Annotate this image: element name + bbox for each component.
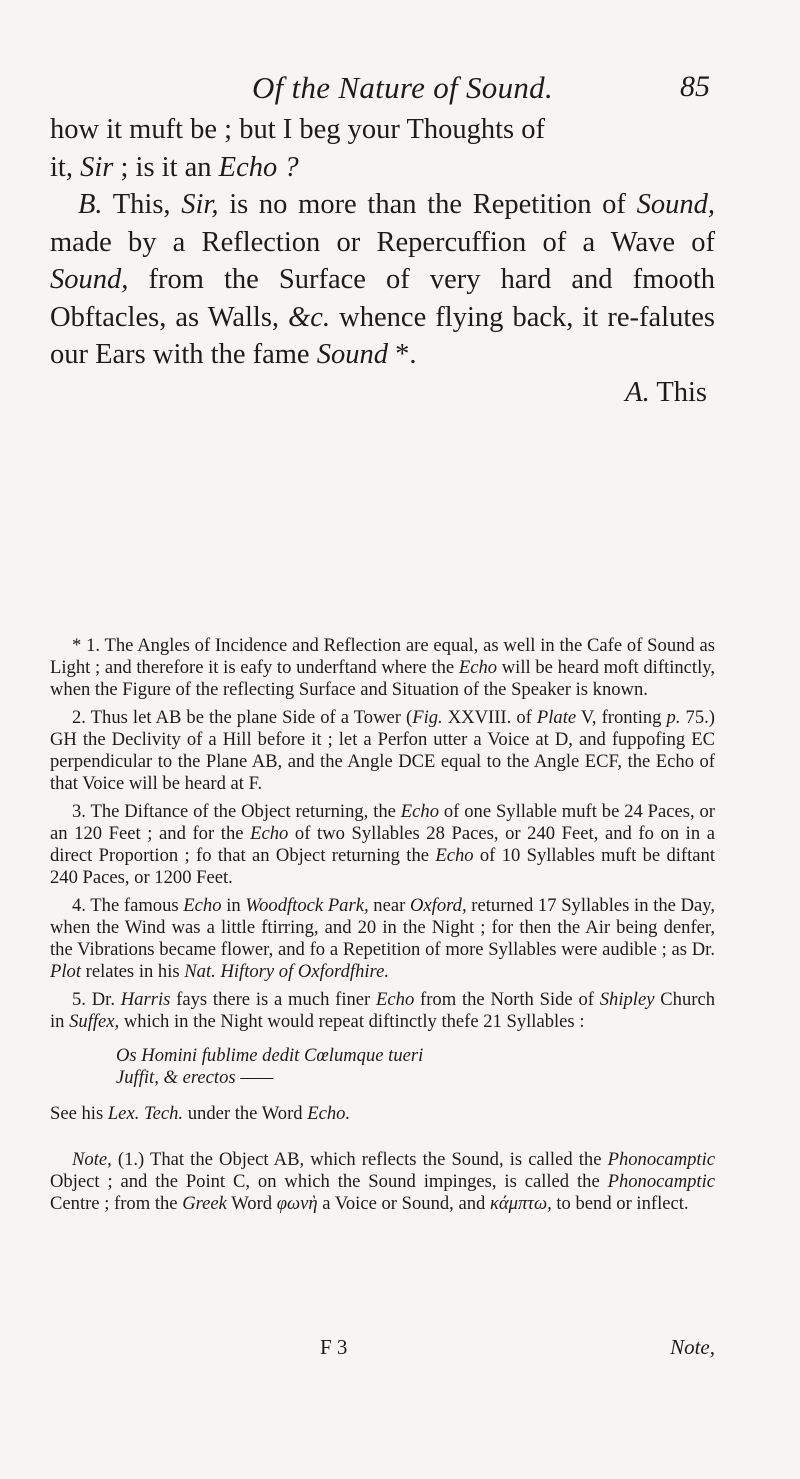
italic-run: Echo xyxy=(400,801,440,822)
text-run: XXVIII. of xyxy=(442,707,537,728)
text-run: Word xyxy=(226,1193,277,1214)
text-run: whence flying back, it re-falutes our Ears with the fame xyxy=(50,301,716,370)
footnote-1 xyxy=(50,635,715,701)
text-run: to bend or inflect. xyxy=(551,1193,689,1214)
text-run: will be heard moft diftinctly, when the Figure of the reflecting Surface and Situation of the Speaker is known. xyxy=(50,657,715,700)
italic-run: Sound, xyxy=(636,189,716,220)
italic-run: Suffex, xyxy=(69,1011,120,1032)
text-run: This xyxy=(649,376,707,408)
paragraph-b xyxy=(50,186,715,374)
text-run: 75.) GH the Declivity of a Hill before it ; let a Perfon utter a Voice at D, and fuppofing EC perpendicular to the Plane AB, and the Angle DCE equal to the Angle ECF, the Echo of that Voice will be heard at F. xyxy=(50,707,715,794)
italic-run: Phonocamptic xyxy=(607,1149,715,1170)
text-run: fays there is a much finer xyxy=(170,989,377,1010)
italic-run: Echo ? xyxy=(218,151,299,183)
footnotes xyxy=(50,635,715,1221)
text-run: (1.) That the Object AB, which reflects the Sound, is called the xyxy=(111,1149,608,1170)
italic-run: Sound xyxy=(316,339,388,370)
italic-run: Phonocamptic xyxy=(607,1171,715,1192)
italic-run: Oxford, xyxy=(409,895,467,916)
text-run: 5. Dr. xyxy=(72,989,121,1010)
text-run: 3. The Diftance of the Object returning, the xyxy=(72,801,401,822)
text-run: near xyxy=(368,895,410,916)
italic-run: Woodftock Park, xyxy=(245,895,369,916)
main-text xyxy=(50,111,715,411)
italic-run: Plate xyxy=(536,707,577,728)
italic-run: &c. xyxy=(288,301,331,333)
text-run: it, xyxy=(50,151,81,183)
footnote-2 xyxy=(50,707,715,795)
text-run: under the Word xyxy=(183,1103,308,1124)
page-number: 85 xyxy=(680,70,710,103)
text-run: Church in xyxy=(50,989,715,1032)
main-line-1 xyxy=(50,111,715,149)
running-head xyxy=(95,70,710,110)
italic-run: Echo xyxy=(435,845,474,866)
italic-run: Echo xyxy=(183,895,222,916)
signature-line xyxy=(320,1335,715,1363)
text-run: See his xyxy=(50,1103,108,1124)
text-run: returned 17 Syllables in the Day, when the Wind was a little ftirring, and 20 in the Night ; for then the Air being denfer, the Vibrations became flower, and fo a Repetition of more Syllables were audible ; as Dr. xyxy=(50,895,716,960)
italic-run: Plot xyxy=(50,961,81,982)
text-run: is no more than the Repetition of xyxy=(218,189,637,220)
text-run: of two Syllables 28 Paces, or 240 Feet, and fo on in a direct Proportion ; fo that an Object returning the xyxy=(50,823,716,866)
italic-run: Sir xyxy=(80,151,114,183)
signature-mark: F 3 xyxy=(320,1335,348,1359)
text-run: Object ; and the Point C, on which the Sound impinges, is called the xyxy=(50,1171,608,1192)
text-run: 2. Thus let AB be the plane Side of a Tower ( xyxy=(72,707,413,728)
note-paragraph xyxy=(50,1149,715,1215)
greek-word: φωνὴ xyxy=(276,1193,318,1214)
italic-run: p. xyxy=(666,707,681,728)
italic-run: Echo. xyxy=(307,1103,351,1124)
main-line-2 xyxy=(50,149,715,187)
footnote-4 xyxy=(50,895,715,983)
verse-line-2: Juffit, & erectos —— xyxy=(116,1067,274,1088)
greek-word: κάμπτω, xyxy=(489,1193,552,1214)
text-run: V, fronting xyxy=(576,707,667,728)
italic-run: Echo xyxy=(376,989,415,1010)
italic-run: Lex. Tech. xyxy=(107,1103,184,1124)
italic-run: Echo xyxy=(250,823,289,844)
footnote-3 xyxy=(50,801,715,889)
text-run: 4. The famous xyxy=(72,895,184,916)
catchword-note: Note, xyxy=(670,1335,715,1359)
verse-line-1: Os Homini fublime dedit Cœlumque tueri xyxy=(116,1045,424,1066)
footnote-5 xyxy=(50,989,715,1033)
speaker-label: B. xyxy=(78,189,103,220)
text-run: a Voice or Sound, and xyxy=(317,1193,490,1214)
running-title: Of the Nature of Sound. xyxy=(251,70,554,105)
text-run: This, xyxy=(102,189,182,220)
text-run: of 10 Syllables muft be diftant 240 Paces, or 1200 Feet. xyxy=(50,845,715,888)
italic-run: Sir, xyxy=(181,189,219,220)
italic-run: Note, xyxy=(72,1149,112,1170)
text-run: * 1. The Angles of Incidence and Reflection are equal, as well in the Cafe of Sound as Light ; and therefore it is eafy to underftand where the xyxy=(50,635,715,678)
italic-run: Fig. xyxy=(412,707,443,728)
text-run: in xyxy=(221,895,246,916)
text-run: which in the Night would repeat diftinctly thefe 21 Syllables : xyxy=(119,1011,585,1032)
text-run: from the Surface of very hard and fmooth Obftacles, as Walls, xyxy=(50,264,715,333)
text-run: Centre ; from the xyxy=(50,1193,183,1214)
text-run: how it muft be ; but I beg your Thoughts of xyxy=(50,114,546,145)
italic-run: Harris xyxy=(120,989,171,1010)
text-run: of one Syllable muft be 24 Paces, or an 120 Feet ; and for the xyxy=(50,801,715,844)
italic-run: Shipley xyxy=(599,989,655,1010)
italic-run: Greek xyxy=(182,1193,227,1214)
catchword-a xyxy=(50,374,715,412)
footnote-mark: *. xyxy=(387,339,417,370)
text-run: relates in his xyxy=(81,961,185,982)
speaker-label: A. xyxy=(625,376,650,408)
text-run: from the North Side of xyxy=(414,989,600,1010)
italic-run: Echo xyxy=(458,657,498,678)
see-also xyxy=(50,1103,715,1125)
italic-run: Nat. Hiftory of Oxfordfhire. xyxy=(184,961,389,982)
italic-run: Sound, xyxy=(50,264,129,295)
text-run: made by a Reflection or Repercuffion of a Wave of xyxy=(50,226,715,258)
text-run: ; is it an xyxy=(113,151,219,183)
